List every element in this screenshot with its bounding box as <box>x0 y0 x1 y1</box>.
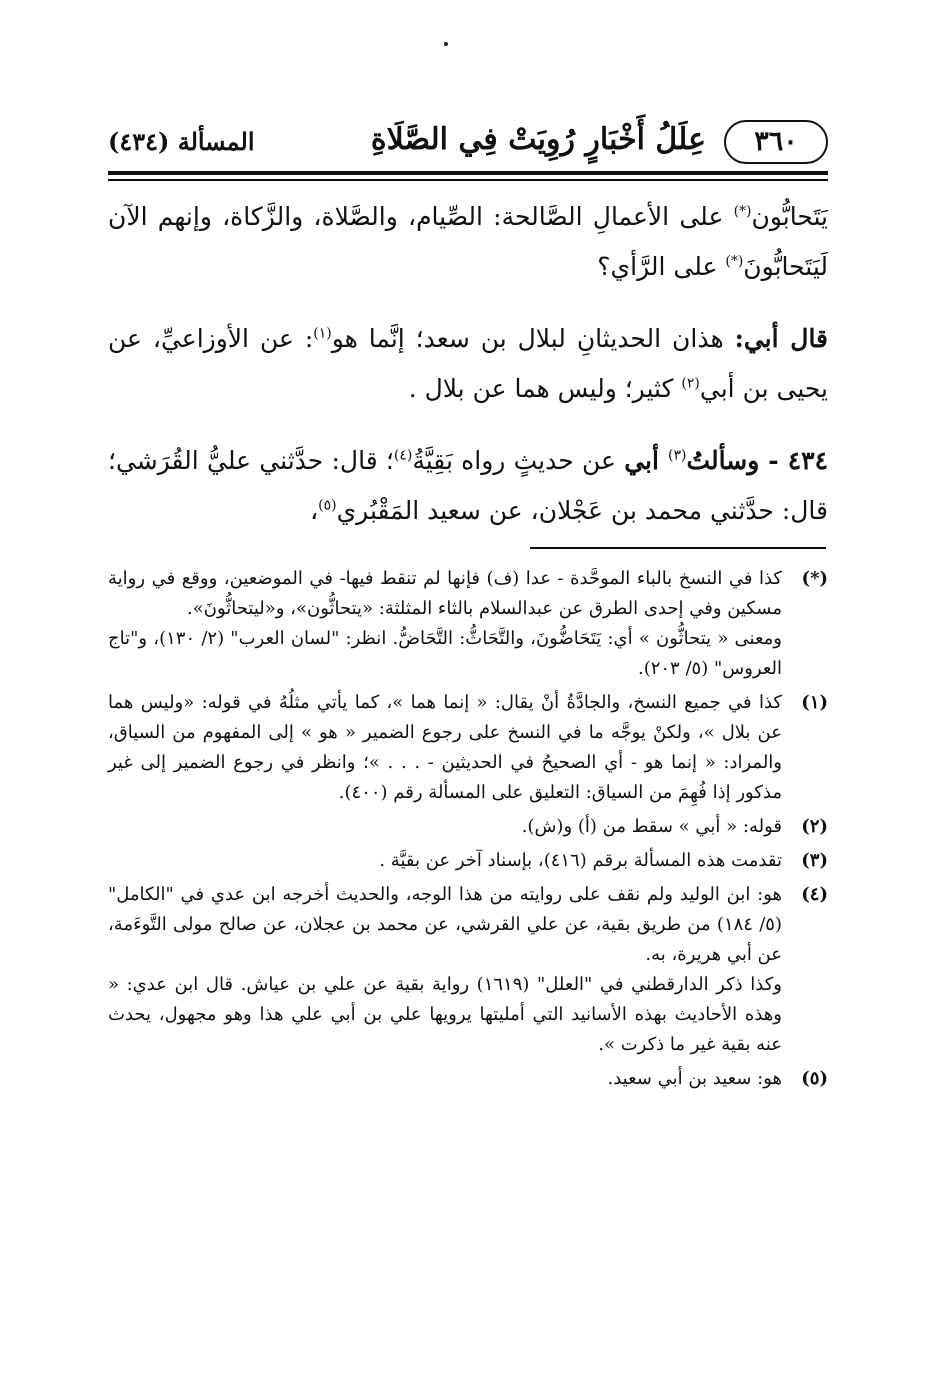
text-run: عن حديثٍ رواه بَقِيَّةُ <box>412 446 625 475</box>
footnote <box>108 688 828 808</box>
footnote-ref: (*) <box>725 253 744 270</box>
footnote-text: تقدمت هذه المسألة برقم (٤١٦)، بإسناد آخر عن بقيَّة . <box>379 850 782 871</box>
question-number: ٤٣٤ - وسألتُ <box>686 446 829 475</box>
footnote-mark: (٤) <box>801 884 828 905</box>
text-run: يَتَحابُّون <box>751 202 828 231</box>
footnote-mark: (٥) <box>801 1068 828 1089</box>
footnote-text: قوله: « أبي » سقط من (أ) و(ش). <box>521 816 782 837</box>
footnote-ref: (٣) <box>668 447 687 464</box>
text-run: ، <box>310 496 319 525</box>
header-rule-thick <box>108 171 828 175</box>
text-run: كثير؛ وليس هما عن بلال . <box>408 374 682 403</box>
paragraph-3 <box>108 436 828 536</box>
footnote-text: كذا في النسخ بالباء الموحَّدة - عدا (ف) فإنها لم تنقط فيها- في الموضعين، ووقع في رواية مسكين وفي إحدى الطرق عن عبدالسلام بالثاء المثلثة: «يتحاثُّون»، و«ليتحاثُّونَ». <box>108 568 782 619</box>
footnote-mark: (*) <box>801 568 828 589</box>
footnote-ref: (٥) <box>318 497 337 514</box>
page-header <box>108 118 828 168</box>
footnote-text: ومعنى « يتحاثُّون » أي: يَتَحَاضُّونَ، والتَّحَاثُّ: التَّحَاضُّ. انظر: "لسان العرب" (٢/ ١٣٠)، و"تاج العروس" (٥/ ٢٠٣). <box>108 628 782 679</box>
speaker-lead: قال أبي: <box>734 324 829 353</box>
page-number: ٣٦٠ <box>724 120 828 164</box>
footnote-body <box>108 880 782 1060</box>
paragraph-2 <box>108 314 828 414</box>
footnote-text: وكذا ذكر الدارقطني في "العلل" (١٦١٩) رواية بقية عن علي بن عياش. قال ابن عدي: « وهذه الأحاديث بهذه الأسانيد التي أمليتها يرويها علي بن أبي علي هذا وهو مجهول، يحدث عنه بقية غير ما ذكرت ». <box>108 974 782 1055</box>
footnote-ref: (*) <box>733 203 752 220</box>
footnote-body <box>108 812 782 842</box>
footnote-body <box>108 688 782 808</box>
issue-label: المسألة (٤٣٤) <box>108 127 255 156</box>
paragraph-1 <box>108 192 828 292</box>
footnote <box>108 564 828 684</box>
text-run: على الرَّأي؟ <box>597 252 726 281</box>
text-run: على الأعمالِ الصَّالحة: الصِّيام، والصَّلاة، والزَّكاة، وإنهم الآن لَيَتَحابُّونَ <box>108 202 828 281</box>
footnote-text: هو: سعيد بن أبي سعيد. <box>607 1068 782 1089</box>
text-run: ؛ قال: حدَّثني عليُّ القُرَشي؛ قال: حدَّثني محمد بن عَجْلان، عن سعيد المَقْبُري <box>108 446 828 525</box>
book-title: عِلَلُ أَخْبَارٍ رُوِيَتْ فِي الصَّلَاةِ <box>370 122 706 157</box>
text-run: : عن الأوزاعيِّ، عن يحيى بن أبي <box>108 324 828 403</box>
main-text <box>108 192 828 558</box>
question-lead: أبي <box>624 446 668 475</box>
footnote-body <box>108 564 782 684</box>
footnote-body <box>108 846 782 876</box>
footnote-ref: (٤) <box>393 447 413 464</box>
footnote <box>108 846 828 876</box>
footnote <box>108 812 828 842</box>
footnote-ref: (١) <box>313 325 332 342</box>
footnote-body <box>108 1064 782 1094</box>
footnote-mark: (٢) <box>801 816 828 837</box>
footnote-text: هو: ابن الوليد ولم نقف على روايته من هذا الوجه، والحديث أخرجه ابن عدي في "الكامل" (٥/ ١٨٤) من طريق بقية، عن علي القرشي، عن محمد بن عجلان، عن صالح مولى التَّوءَمة، عن أبي هريرة، به. <box>108 884 782 965</box>
footnotes <box>108 564 828 1098</box>
footnote <box>108 1064 828 1094</box>
header-rule-thin <box>108 179 828 181</box>
footnote-mark: (١) <box>801 692 828 713</box>
page-mark-dot <box>444 42 448 46</box>
footnote-ref: (٢) <box>681 375 700 392</box>
footnote-mark: (٣) <box>801 850 828 871</box>
text-run: هذان الحديثانِ لبلال بن سعد؛ إنَّما هو <box>331 324 735 353</box>
footnote <box>108 880 828 1060</box>
footnote-separator <box>530 547 826 549</box>
footnote-text: كذا في جميع النسخ، والجادَّةُ أنْ يقال: « إنما هما »، كما يأتي مثلُهُ في قوله: «وليس هما عن بلال »، ولكنْ يوجَّه ما في النسخ على رجوع الضمير « هو » إلى المفهوم من السياق، والمراد: « إنما هو - أي الصحيحُ في الحديثين - . . . »؛ وانظر في رجوع الضمير إلى غير مذكور إذا فُهِمَ من السياق: التعليق على المسألة رقم (٤٠٠). <box>108 692 782 803</box>
